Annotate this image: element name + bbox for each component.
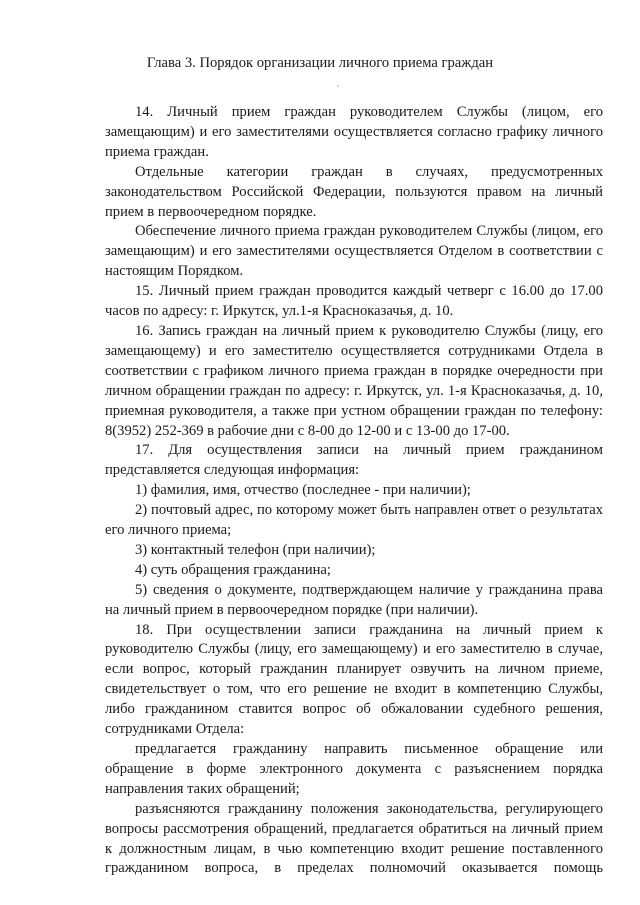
paragraph-18-option-explain: разъясняются гражданину положения законодательства, регулирующего вопросы рассмотрения обращений, предлагается обратиться на личный прием к должностным лицам, в чью компетенцию входит решение поставленного гражданином вопроса, в пределах полномочий оказывается помощь	[105, 800, 603, 877]
list-item-4: 4) суть обращения гражданина;	[135, 561, 331, 578]
paragraph-17: 17. Для осуществления записи на личный прием гражданином представляется следующая информация:	[105, 442, 603, 479]
paragraph-14: 14. Личный прием граждан руководителем Службы (лицом, его замещающим) и его заместителями осуществляется согласно графику личного приема граждан.	[105, 104, 603, 160]
chapter-title: Глава 3. Порядок организации личного приема граждан	[146, 55, 494, 71]
list-item-3: 3) контактный телефон (при наличии);	[135, 541, 376, 558]
list-item-2: 2) почтовый адрес, по которому может быть направлен ответ о результатах его личного приема;	[105, 502, 603, 539]
paragraph-priority-categories: Отдельные категории граждан в случаях, предусмотренных законодательством Российской Федерации, пользуются правом на личный прием в первоочередном порядке.	[105, 163, 603, 220]
paragraph-ensuring-reception: Обеспечение личного приема граждан руководителем Службы (лицом, его замещающим) и его заместителями осуществляется Отделом в соответствии с настоящим Порядком.	[105, 223, 603, 280]
stray-mark: ʻ	[337, 85, 339, 91]
paragraph-15: 15. Личный прием граждан проводится каждый четверг с 16.00 до 17.00 часов по адресу: г. Иркутск, ул.1-я Красноказачья, д. 10.	[105, 283, 603, 320]
paragraph-18: 18. При осуществлении записи гражданина на личный прием к руководителю Службы (лицу, его замещающему) и его заместителю в случае, если вопрос, который гражданин планирует озвучить на личном приеме, свидетельствует о том, что его решение не входит в компетенцию Службы, либо гражданином ставится вопрос об обжаловании судебного решения, сотрудниками Отдела:	[105, 621, 603, 738]
paragraph-16: 16. Запись граждан на личный прием к руководителю Службы (лицу, его замещающему) и его заместителю осуществляется сотрудниками Отдела в соответствии с графиком личного приема граждан в порядке очередности при личном обращении граждан по адресу: г. Иркутск, ул. 1-я Красноказачья, д. 10, приемная руководителя, а также при устном обращении граждан по телефону: 8(3952) 252-369 в рабочие дни с 8-00 до 12-00 и с 13-00 до 17-00.	[105, 322, 603, 439]
list-item-5: 5) сведения о документе, подтверждающем наличие у гражданина права на личный прием в первоочередном порядке (при наличии).	[105, 581, 603, 618]
document-body	[105, 103, 603, 879]
paragraph-18-option-letter: предлагается гражданину направить письменное обращение или обращение в форме электронного документа с разъяснением порядка направления таких обращений;	[105, 741, 603, 797]
list-item-1: 1) фамилия, имя, отчество (последнее - при наличии);	[135, 482, 471, 499]
